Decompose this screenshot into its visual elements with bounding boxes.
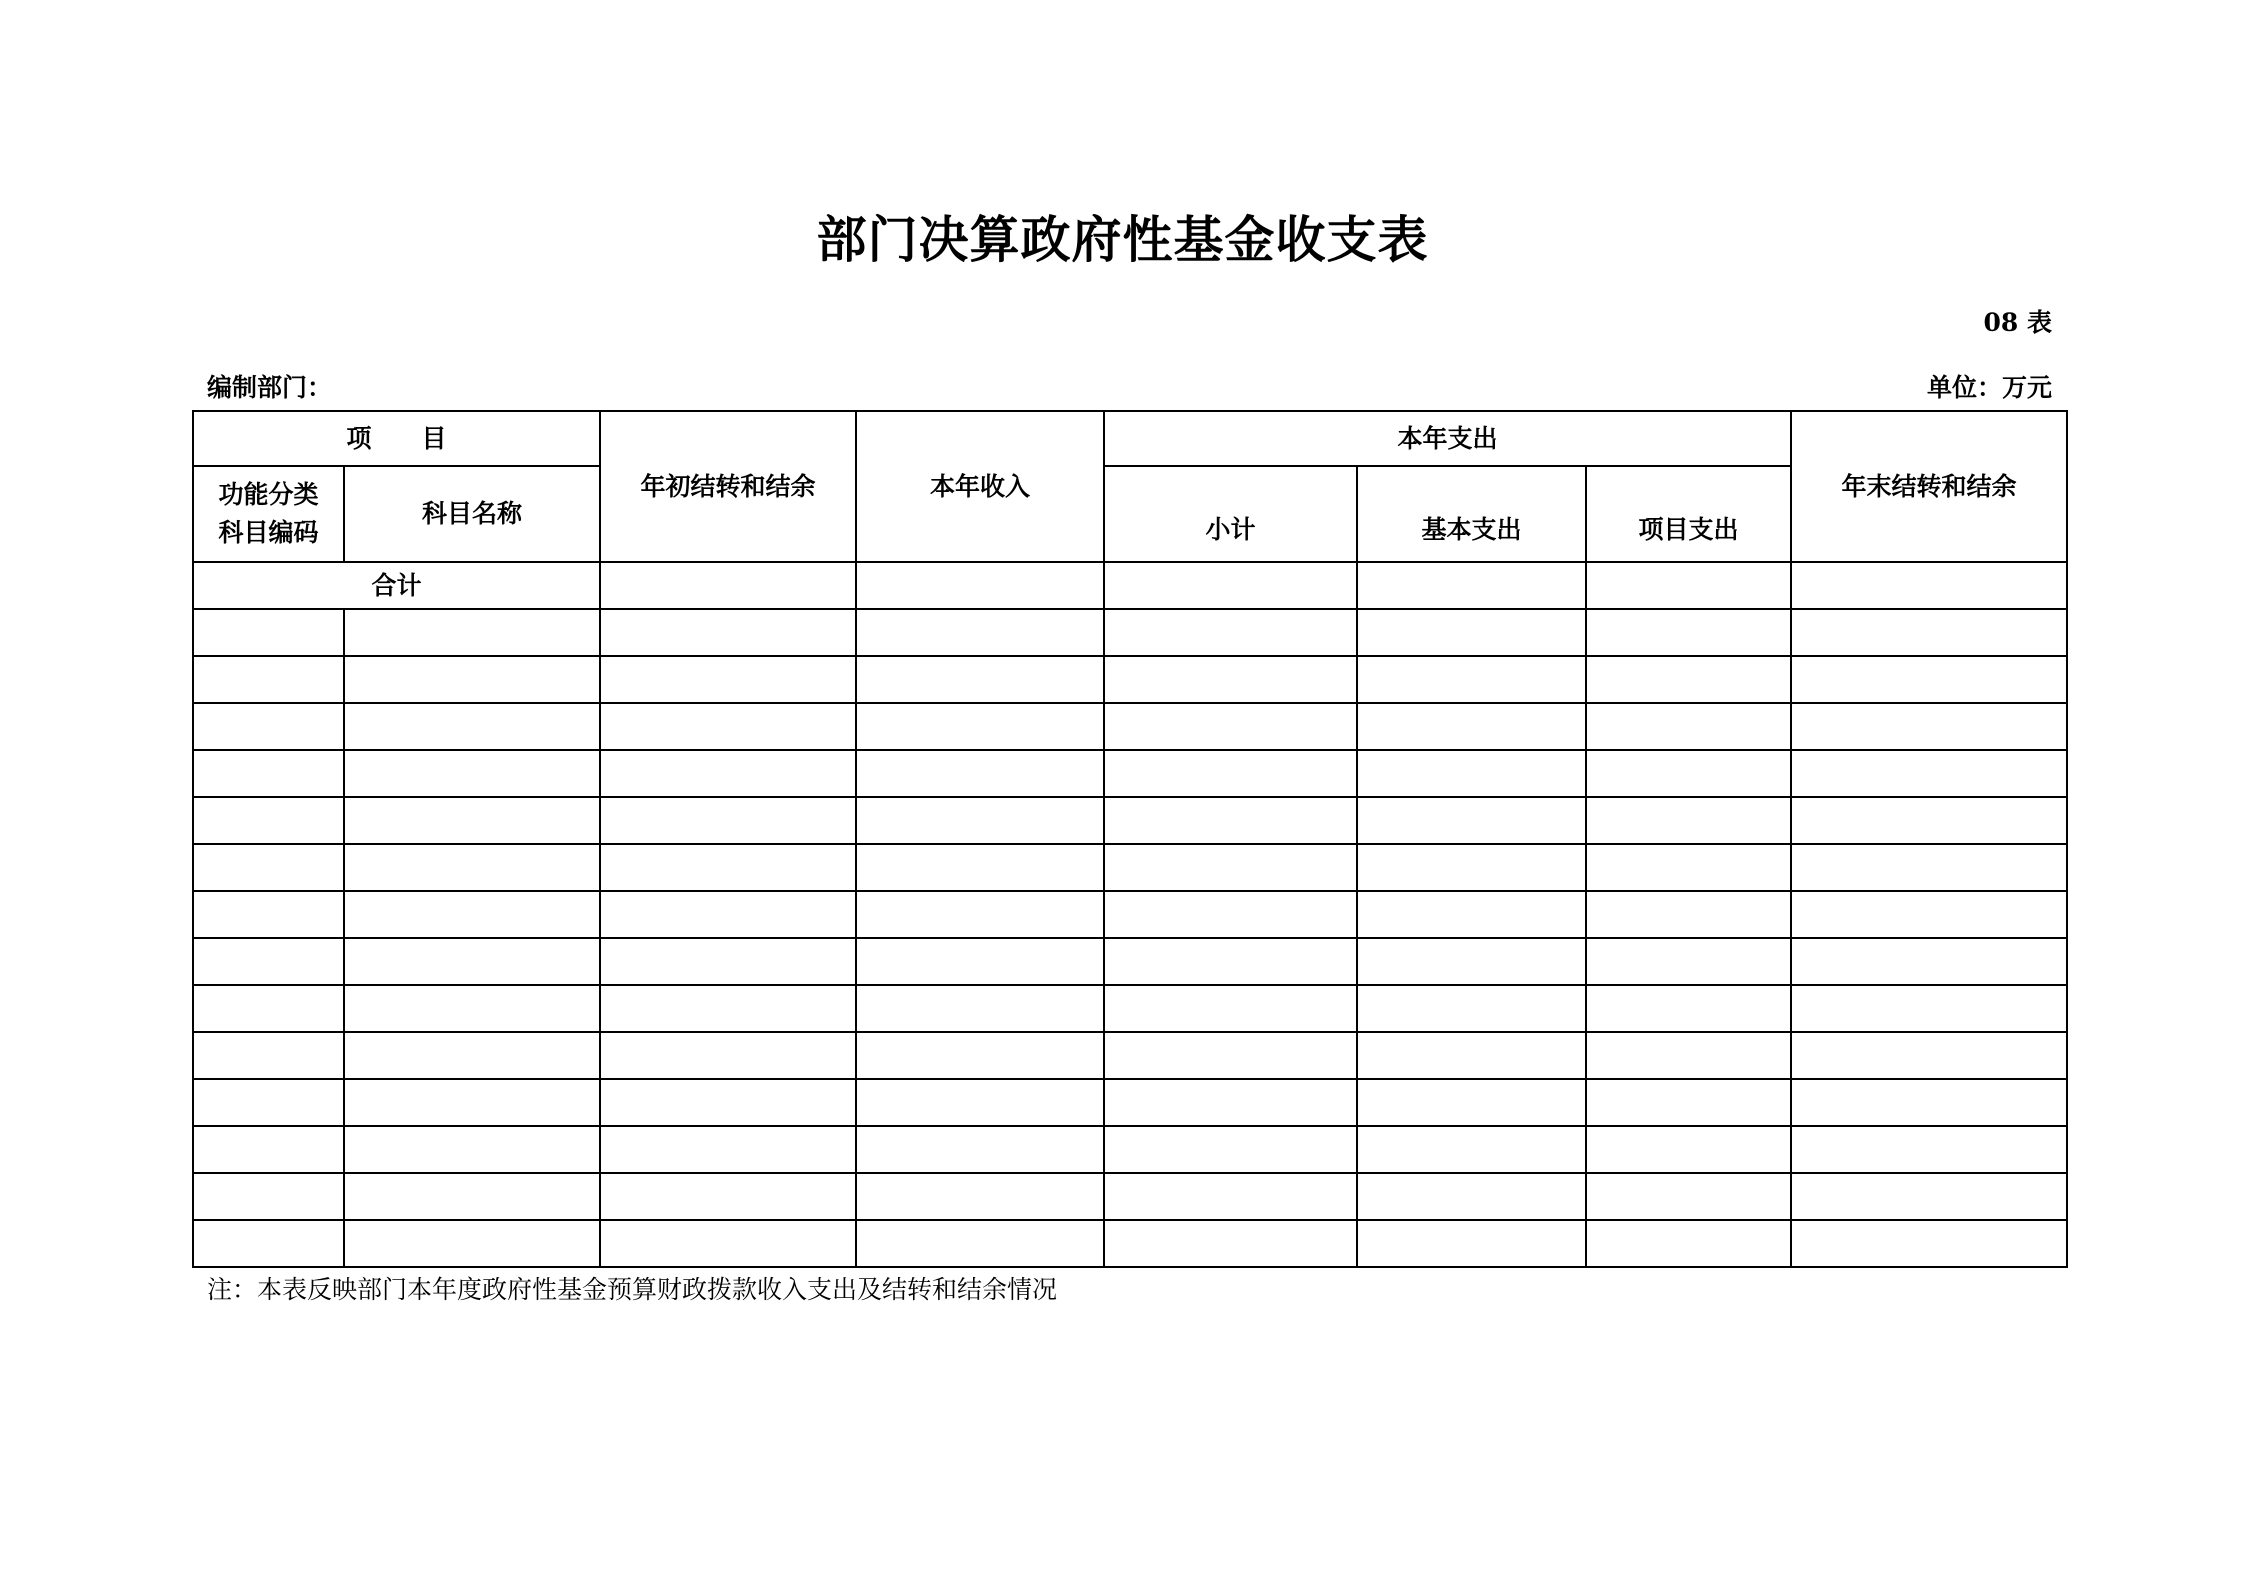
table-cell [1586,656,1791,703]
table-cell [1104,656,1357,703]
table-cell [1586,1220,1791,1267]
table-cell [1104,1220,1357,1267]
table-cell [1357,1126,1586,1173]
table-row [193,891,2067,938]
table-cell [344,656,600,703]
table-cell [344,797,600,844]
footnote: 注：本表反映部门本年度政府性基金预算财政拨款收入支出及结转和结余情况 [207,1275,1058,1304]
table-cell [1357,1032,1586,1079]
table-cell [1791,1173,2067,1220]
total-cell [856,562,1104,609]
table-cell [1586,797,1791,844]
table-cell [344,1220,600,1267]
table-cell [1586,750,1791,797]
table-cell [344,609,600,656]
table-cell [1357,844,1586,891]
header-subject-name: 科目名称 [344,466,600,562]
table-cell [856,844,1104,891]
table-cell [1357,1079,1586,1126]
total-row [193,562,2067,609]
table-cell [193,797,344,844]
table-row [193,1173,2067,1220]
table-cell [856,1220,1104,1267]
table-cell [344,844,600,891]
table-cell [1104,1126,1357,1173]
table-cell [1104,891,1357,938]
total-label: 合计 [193,562,600,609]
table-cell [193,1126,344,1173]
table-cell [1791,609,2067,656]
table-cell [856,891,1104,938]
table-cell [193,609,344,656]
table-cell [1104,703,1357,750]
table-cell [1357,750,1586,797]
table-row [193,797,2067,844]
table-row [193,656,2067,703]
table-cell [600,609,856,656]
table-cell [600,938,856,985]
table-cell [1586,844,1791,891]
table-cell [193,1173,344,1220]
table-cell [344,1126,600,1173]
table-cell [856,1126,1104,1173]
table-cell [193,1032,344,1079]
department-label: 编制部门： [207,373,333,402]
table-cell [1791,844,2067,891]
table-cell [856,938,1104,985]
page-title: 部门决算政府性基金收支表 [816,210,1429,269]
table-cell [193,891,344,938]
table-cell [856,609,1104,656]
table-cell [344,1032,600,1079]
table-cell [1357,1173,1586,1220]
table-cell [1586,938,1791,985]
table-cell [1586,985,1791,1032]
table-cell [600,750,856,797]
table-cell [1104,1079,1357,1126]
table-row [193,985,2067,1032]
table-cell [193,750,344,797]
unit-label: 单位：万元 [1926,373,2052,402]
table-cell [600,1220,856,1267]
table-row [193,844,2067,891]
table-cell [1791,985,2067,1032]
table-cell [344,938,600,985]
table-cell [600,656,856,703]
total-cell [1586,562,1791,609]
table-cell [193,1079,344,1126]
header-func-code: 功能分类 科目编码 [193,466,344,562]
table-cell [600,985,856,1032]
table-cell [1104,750,1357,797]
table-cell [856,985,1104,1032]
table-cell [193,656,344,703]
table-cell [856,797,1104,844]
table-cell [1357,703,1586,750]
table-cell [1791,797,2067,844]
table-row [193,1126,2067,1173]
table-number: 08 表 [1983,308,2052,337]
table-cell [193,938,344,985]
table-cell [1357,985,1586,1032]
table-cell [856,1032,1104,1079]
table-cell [600,891,856,938]
table-cell [600,703,856,750]
table-cell [1104,1173,1357,1220]
table-cell [1357,656,1586,703]
table-row [193,1032,2067,1079]
table-cell [1586,1032,1791,1079]
table-cell [193,1220,344,1267]
table-cell [600,1032,856,1079]
table-cell [1357,797,1586,844]
table-cell [1791,1079,2067,1126]
table-cell [344,891,600,938]
total-cell [600,562,856,609]
table-cell [344,703,600,750]
table-cell [856,1079,1104,1126]
total-cell [1791,562,2067,609]
header-end-balance: 年末结转和结余 [1791,411,2067,562]
table-cell [344,1079,600,1126]
table-cell [1791,891,2067,938]
table-cell [1357,609,1586,656]
table-row [193,1220,2067,1267]
table-cell [600,1173,856,1220]
table-row [193,1079,2067,1126]
table-cell [600,1079,856,1126]
table-row [193,938,2067,985]
table-cell [1791,1126,2067,1173]
table-cell [193,985,344,1032]
table-cell [1104,1032,1357,1079]
table-cell [1357,938,1586,985]
table-cell [1104,797,1357,844]
table-cell [1791,1220,2067,1267]
table-cell [856,1173,1104,1220]
table-cell [193,844,344,891]
table-cell [1791,750,2067,797]
table-cell [1357,891,1586,938]
table-cell [1586,891,1791,938]
table-cell [1586,703,1791,750]
header-expense: 本年支出 [1104,411,1791,466]
table-cell [1791,938,2067,985]
table-cell [1104,938,1357,985]
table-row [193,703,2067,750]
table-cell [856,656,1104,703]
table-cell [1586,1173,1791,1220]
table-cell [1586,1126,1791,1173]
total-cell [1104,562,1357,609]
table-cell [600,844,856,891]
header-item: 项 目 [193,411,600,466]
total-cell [1357,562,1586,609]
table-cell [193,703,344,750]
table-cell [1791,656,2067,703]
table-cell [344,750,600,797]
table-cell [344,1173,600,1220]
table-cell [344,985,600,1032]
header-basic-expense: 基本支出 [1357,466,1586,562]
header-begin-balance: 年初结转和结余 [600,411,856,562]
header-subtotal: 小计 [1104,466,1357,562]
header-project-expense: 项目支出 [1586,466,1791,562]
table-cell [1357,1220,1586,1267]
table-cell [1586,609,1791,656]
table-cell [1791,703,2067,750]
table-row [193,750,2067,797]
table-cell [856,703,1104,750]
table-cell [1586,1079,1791,1126]
fund-table [192,410,2068,1268]
table-cell [1104,844,1357,891]
table-cell [856,750,1104,797]
table-cell [1104,985,1357,1032]
table-row [193,609,2067,656]
table-cell [600,1126,856,1173]
table-cell [1104,609,1357,656]
header-income: 本年收入 [856,411,1104,562]
table-cell [600,797,856,844]
table-cell [1791,1032,2067,1079]
